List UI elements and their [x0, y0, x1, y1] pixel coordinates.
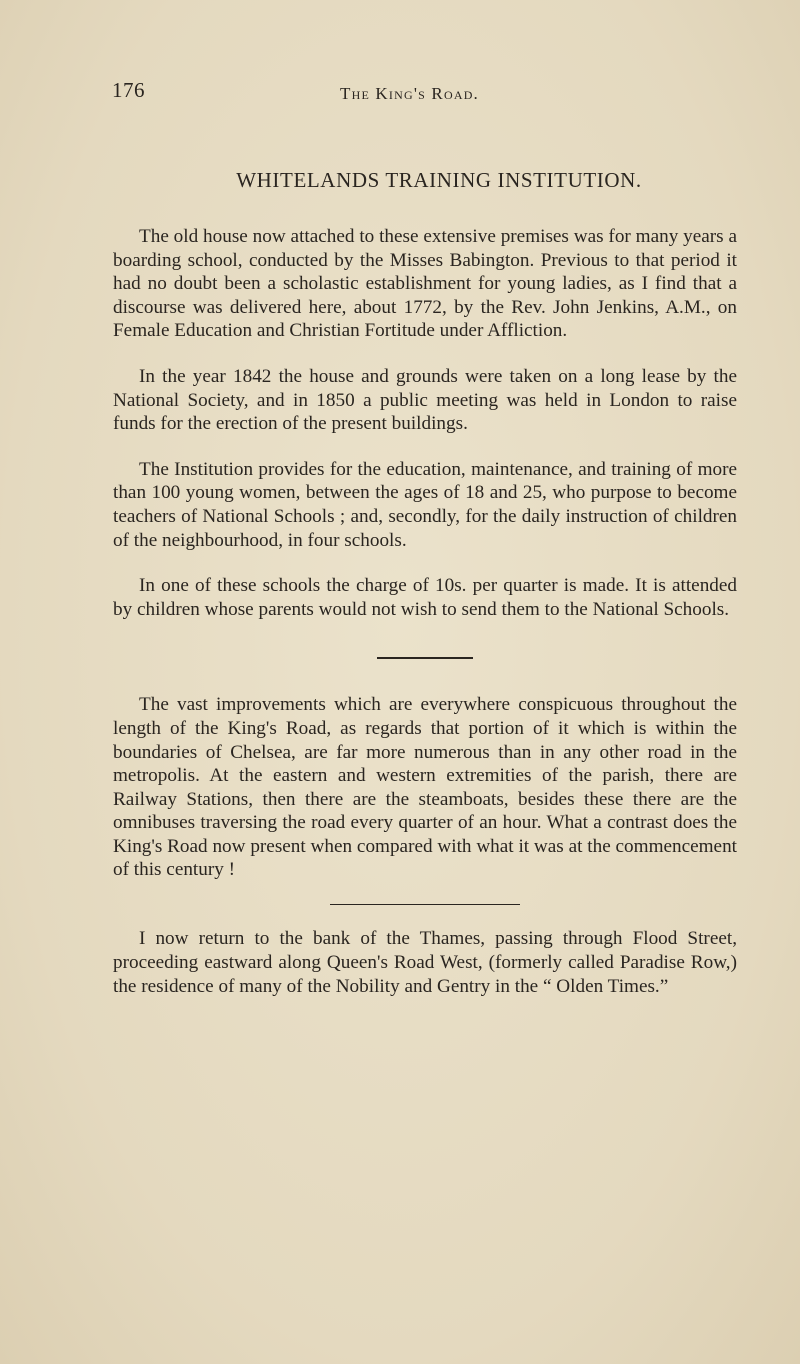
paragraph-improvements: The vast improvements which are everywhere conspicuous throughout the length of the King's Road, as regards that portion of it which is within the boundaries of Chelsea, are far more numerous than in any other road in the metropolis. At the eastern and western extremities of the parish, there are Railway Stations, then there are the steamboats, besides these there are the omnibuses traversing the road every quarter of an hour. What a contrast does the King's Road now present when compared with what it was at the commencement of this century !: [113, 694, 737, 881]
paragraph-old-house: The old house now attached to these extensive premises was for many years a boarding school, conducted by the Misses Babington. Previous to that period it had no doubt been a scholastic establishment for young ladies, as I find that a discourse was delivered here, about 1772, by the Rev. John Jenkins, A.M., on Female Education and Christian Fortitude under Affliction.: [113, 226, 737, 342]
page-content: [113, 168, 737, 998]
paragraph-institution: The Institution provides for the education, maintenance, and training of more than 100 young women, between the ages of 18 and 25, who purpose to become teachers of National Schools ; and, secondly, for the daily instruction of children of the neighbourhood, in four schools.: [113, 458, 737, 551]
paragraph-school-charge: In one of these schools the charge of 10s. per quarter is made. It is attended by children whose parents would not wish to send them to the National Schools.: [113, 575, 737, 620]
running-head: [112, 80, 792, 110]
section-title: WHITELANDS TRAINING INSTITUTION.: [236, 168, 642, 192]
section-divider: [377, 657, 473, 659]
page-number: 176: [112, 78, 145, 102]
paragraph-national-society: In the year 1842 the house and grounds were taken on a long lease by the National Society, and in 1850 a public meeting was held in London to raise funds for the erection of the present buildings.: [113, 365, 737, 435]
running-title: The King's Road.: [340, 84, 480, 103]
paragraph-divider: [330, 904, 520, 905]
paragraph-thames: I now return to the bank of the Thames, passing through Flood Street, proceeding eastward along Queen's Road West, (formerly called Paradise Row,) the residence of many of the Nobility and Gentry in the “ Olden Times.”: [113, 928, 737, 997]
